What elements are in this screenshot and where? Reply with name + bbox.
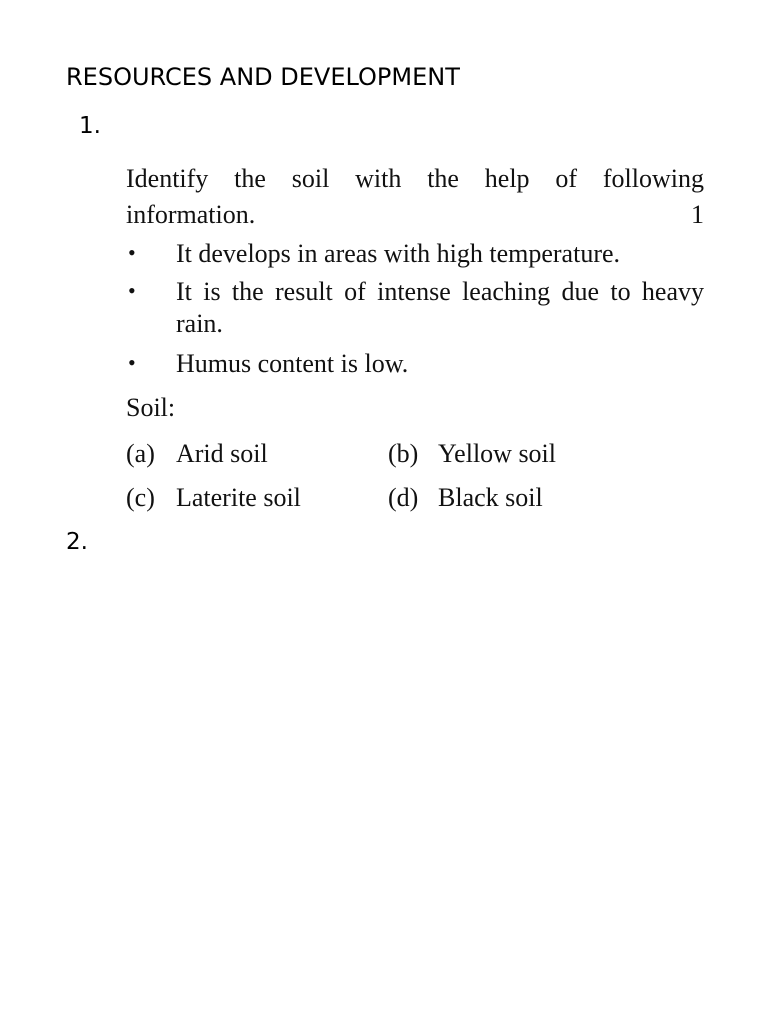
option-c: [126, 482, 301, 514]
marks-value: 1: [691, 200, 704, 229]
question-1-image: [126, 162, 706, 522]
stem-word: soil: [291, 164, 330, 193]
question-number-1: 1.: [79, 113, 101, 139]
option-text: Laterite soil: [176, 483, 301, 512]
option-text: Yellow soil: [438, 439, 557, 468]
bullet-icon: •: [128, 278, 136, 303]
stem-end: information.: [126, 200, 256, 229]
clue-text: It develops in areas with high temperature.: [176, 239, 621, 268]
stem-word: following: [602, 164, 704, 193]
page-title: RESOURCES AND DEVELOPMENT: [66, 63, 460, 91]
option-letter: (a): [126, 439, 155, 468]
clue-text: It is the result of intense leaching due to heavy rain.: [176, 277, 704, 338]
stem-word: the: [234, 164, 266, 193]
question-stem-line-1: [126, 164, 704, 194]
stem-word: with: [355, 164, 402, 193]
bullet-icon: •: [128, 240, 136, 265]
stem-word: the: [427, 164, 459, 193]
answer-label: Soil:: [126, 393, 176, 422]
option-d: [388, 482, 543, 514]
stem-word: of: [555, 164, 578, 193]
option-letter: (b): [388, 439, 419, 468]
option-letter: (d): [388, 483, 419, 512]
clue-text: Humus content is low.: [176, 349, 409, 378]
option-b: [388, 438, 556, 470]
stem-word: help: [484, 164, 530, 193]
option-text: Black soil: [438, 483, 543, 512]
option-letter: (c): [126, 483, 155, 512]
option-text: Arid soil: [176, 439, 268, 468]
question-number-2: 2.: [66, 529, 88, 555]
stem-word: Identify: [126, 164, 209, 193]
option-a: [126, 438, 268, 470]
question-stem-line-2: [126, 200, 704, 230]
bullet-icon: •: [128, 350, 136, 375]
